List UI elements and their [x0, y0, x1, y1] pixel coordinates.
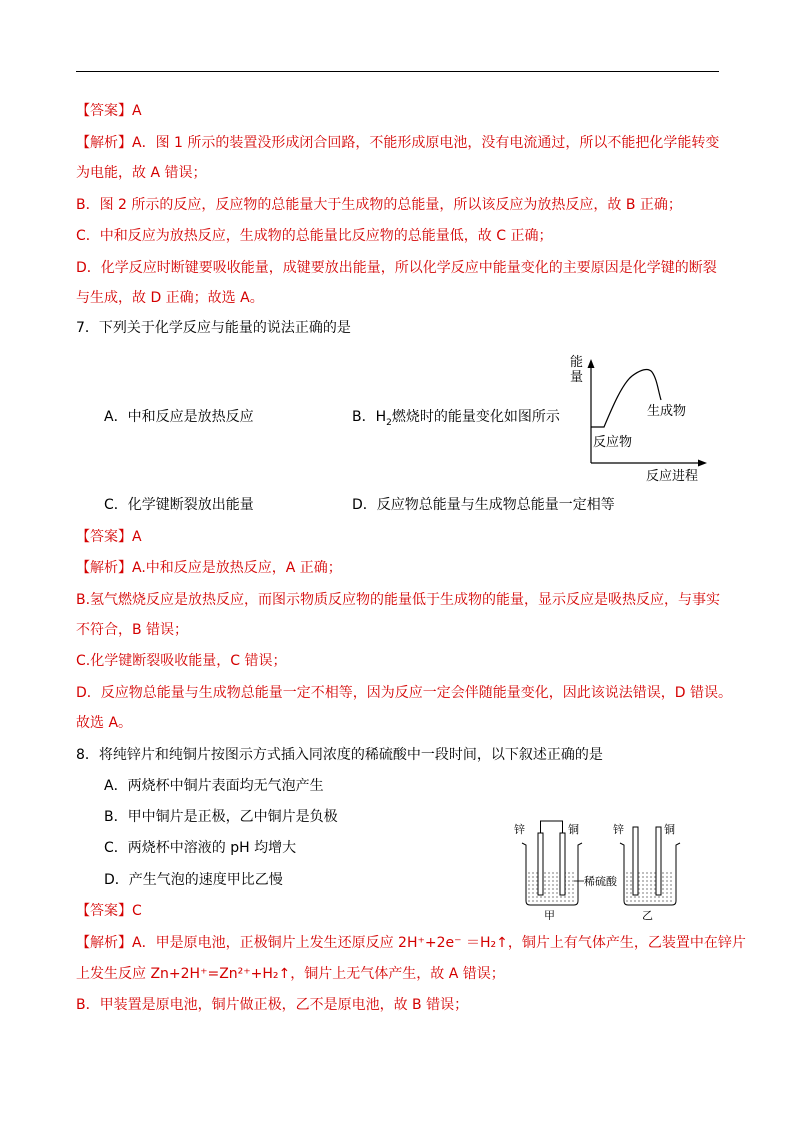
q7-option-c: C．化学键断裂放出能量: [104, 497, 254, 513]
copper-electrode-yi: [656, 827, 661, 895]
beaker-jia-outline: [522, 843, 582, 905]
q8-analysis-b: B．甲装置是原电池，铜片做正极，乙不是原电池，故 B 错误；: [76, 997, 469, 1013]
acid-dashes-jia: [528, 873, 576, 901]
beaker-yi-outline: [620, 843, 680, 905]
q7-energy-diagram: [560, 350, 720, 485]
q8-galvanic-cell-diagram: [500, 815, 700, 920]
q6-answer: 【答案】A: [76, 103, 142, 119]
q7-analysis-b-line1: B.氢气燃烧反应是放热反应，而图示物质反应物的能量低于生成物的能量，显示反应是吸热反应，与事实: [76, 592, 721, 608]
beaker-yi: [620, 827, 680, 905]
energy-axis-label-1: 能: [570, 355, 584, 370]
acid-label: 稀硫酸: [584, 875, 617, 888]
q7-analysis-b-line2: 不符合，B 错误；: [76, 622, 189, 638]
reactant-label: 反应物: [593, 435, 633, 450]
q7-analysis-d: D．反应物总能量与生成物总能量一定不相等，因为反应一定会伴随能量变化，因此该说法错误，D 错误。: [76, 685, 733, 701]
q7-analysis-a: 【解析】A.中和反应是放热反应，A 正确；: [76, 560, 342, 576]
jia-label: 甲: [544, 909, 555, 920]
q6-analysis-d-line1: D．化学反应时断键要吸收能量，成键要放出能量，所以化学反应中能量变化的主要原因是化学键的断裂: [76, 260, 717, 276]
y-axis-arrow: [588, 359, 595, 368]
q8-option-b: B．甲中铜片是正极，乙中铜片是负极: [104, 809, 338, 825]
q8-option-c: C．两烧杯中溶液的 pH 均增大: [104, 840, 297, 856]
copper-electrode-jia: [560, 833, 565, 895]
header-rule: [76, 71, 719, 72]
q6-analysis-a-line2: 为电能，故 A 错误；: [76, 165, 207, 181]
q7-answer: 【答案】A: [76, 529, 142, 545]
q8-stem: 8．将纯锌片和纯铜片按图示方式插入同浓度的稀硫酸中一段时间，以下叙述正确的是: [76, 747, 603, 763]
x-axis-arrow: [698, 460, 707, 467]
q7-option-b: B．$H_2$燃烧时的能量变化如图所示: [352, 409, 560, 428]
zinc-label-yi: 锌: [613, 823, 624, 836]
product-label: 生成物: [647, 404, 687, 419]
yi-label: 乙: [642, 909, 653, 920]
q8-option-a: A．两烧杯中铜片表面均无气泡产生: [104, 778, 324, 794]
q7-analysis-c: C.化学键断裂吸收能量，C 错误；: [76, 653, 287, 669]
zinc-label-jia: 锌: [514, 823, 525, 836]
q7-option-d: D．反应物总能量与生成物总能量一定相等: [352, 497, 615, 513]
q7-stem: 7．下列关于化学反应与能量的说法正确的是: [76, 320, 351, 336]
q7-conclusion: 故选 A。: [76, 715, 133, 731]
equation-zinc: Zn+2H⁺=Zn²⁺+H₂↑: [150, 966, 291, 982]
q6-analysis-c: C．中和反应为放热反应，生成物的总能量比反应物的总能量低，故 C 正确；: [76, 228, 553, 244]
zinc-electrode-jia: [538, 833, 543, 895]
q8-answer: 【答案】C: [76, 903, 142, 919]
energy-axis-label-2: 量: [570, 370, 584, 385]
copper-label-jia: 铜: [568, 823, 579, 836]
reaction-progress-label: 反应进程: [646, 469, 699, 484]
q8-analysis-a-line2: 上发生反应 Zn+2H⁺=Zn²⁺+H₂↑，铜片上无气体产生，故 A 错误；: [76, 966, 505, 982]
q8-option-d: D．产生气泡的速度甲比乙慢: [104, 872, 283, 888]
equation-cathode: 2H⁺+2e⁻ ＝H₂↑: [398, 935, 508, 951]
q6-analysis-b: B．图 2 所示的反应，反应物的总能量大于生成物的总能量，所以该反应为放热反应，故 B 正确；: [76, 197, 682, 213]
wire-jia: [541, 821, 563, 833]
q8-analysis-a-line1: 【解析】A．甲是原电池，正极铜片上发生还原反应 2H⁺+2e⁻ ＝H₂↑，铜片上有气体产生，乙装置中在锌片: [76, 935, 746, 951]
q7-option-a: A．中和反应是放热反应: [104, 409, 254, 425]
q6-analysis-d-line2: 与生成，故 D 正确；故选 A。: [76, 290, 264, 306]
zinc-electrode-yi: [633, 827, 638, 895]
copper-label-yi: 铜: [664, 823, 675, 836]
q6-analysis-a-line1: 【解析】A．图 1 所示的装置没形成闭合回路，不能形成原电池，没有电流通过，所以不能把化学能转变: [76, 135, 720, 151]
